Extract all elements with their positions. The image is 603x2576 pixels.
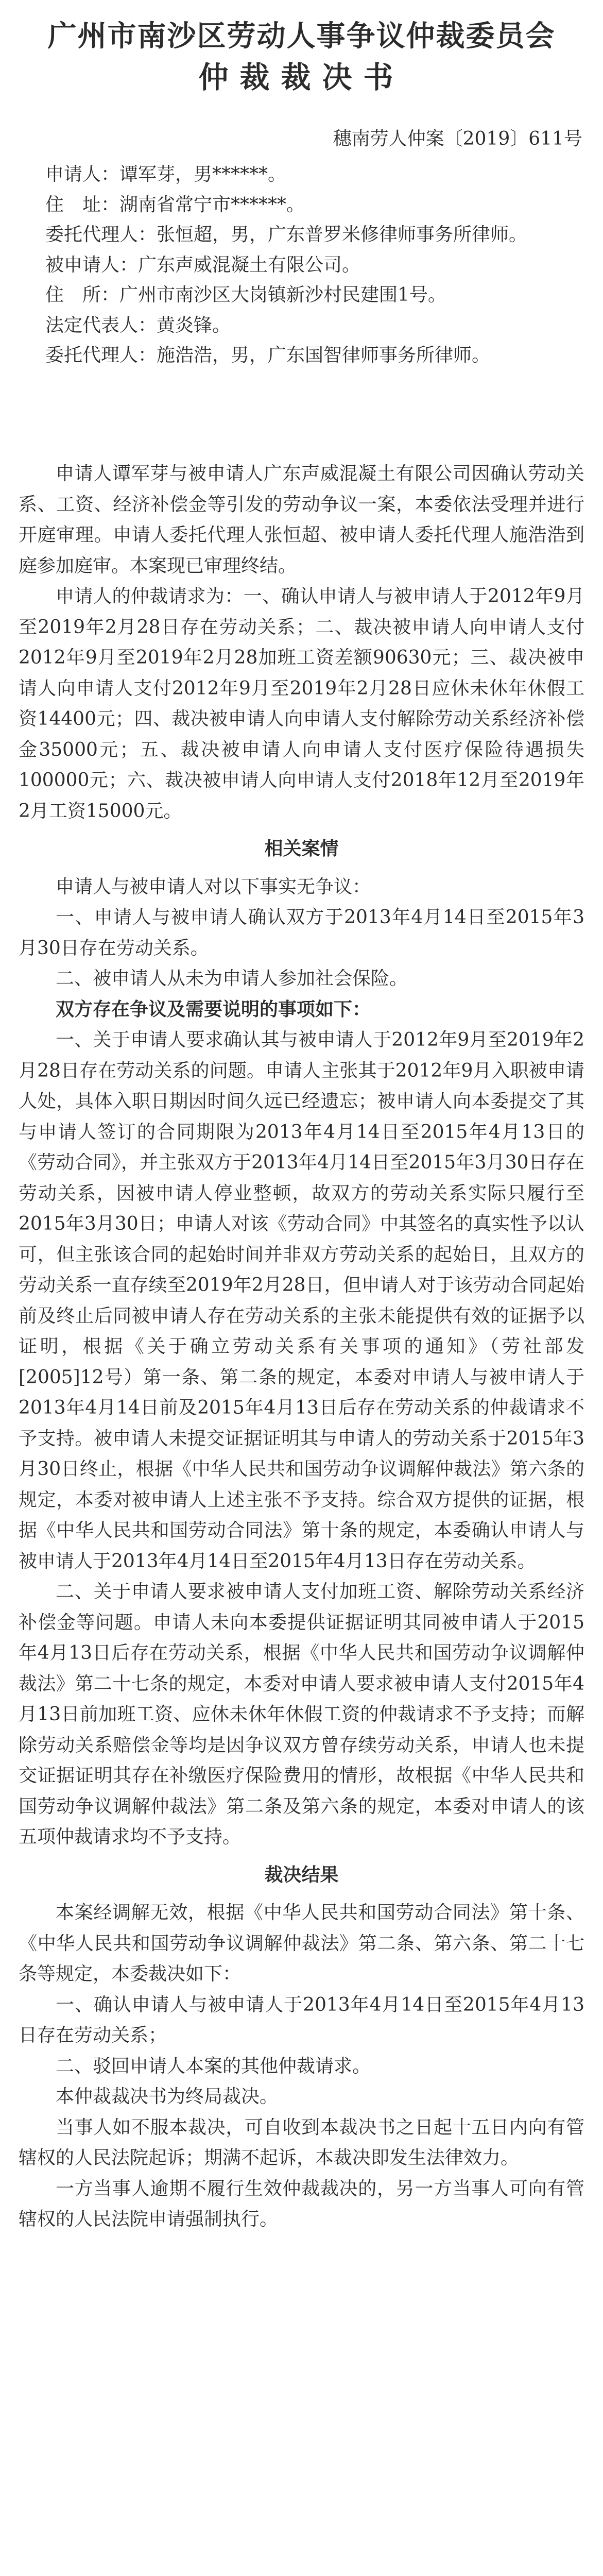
body-paragraph: 一、确认申请人与被申请人于2013年4月14日至2015年4月13日存在劳动关系； <box>19 1994 584 2046</box>
applicant-line: 申请人：谭军芽，男******。 <box>45 164 287 185</box>
applicant-address-line: 住 址：湖南省常宁市******。 <box>45 194 305 215</box>
body-paragraph: 申请人与被申请人对以下事实无争议： <box>56 876 371 897</box>
document-title: 仲裁裁决书 <box>198 60 405 95</box>
section-heading: 相关案情 <box>264 838 339 859</box>
body-paragraph: 二、被申请人从未为申请人参加社会保险。 <box>56 968 408 989</box>
document-body <box>19 459 584 2235</box>
subsection-heading: 双方存在争议及需要说明的事项如下： <box>56 998 371 1020</box>
body-paragraph: 二、驳回申请人本案的其他仲裁请求。 <box>56 2055 371 2077</box>
respondent-line: 被申请人：广东声威混凝土有限公司。 <box>45 254 361 276</box>
body-paragraph: 二、关于申请人要求被申请人支付加班工资、解除劳动关系经济补偿金等问题。申请人未向本委提供证据证明其同被申请人于2015年4月13日后存在劳动关系，根据《中华人民共和国劳动争议调解仲裁法》第二十七条的规定，本委对申请人要求被申请人支付2015年4月13日前加班工资、应休未休年休假工资的仲裁请求不予支持；而解除劳动关系赔偿金等均是因争议双方曾存续劳动关系，申请人也未提交证据证明其存在补缴医疗保险费用的情形，故根据《中华人民共和国劳动争议调解仲裁法》第二条及第六条的规定，本委对申请人的该五项仲裁请求均不予支持。 <box>19 1581 584 1848</box>
body-paragraph: 一、申请人与被申请人确认双方于2013年4月14日至2015年3月30日存在劳动关系。 <box>19 907 584 959</box>
body-paragraph: 本案经调解无效，根据《中华人民共和国劳动合同法》第十条、《中华人民共和国劳动争议调解仲裁法》第二条、第六条、第二十七条等规定，本委裁决如下： <box>19 1902 584 1985</box>
legal-representative-line: 法定代表人：黄炎锋。 <box>45 314 231 336</box>
section-heading: 裁决结果 <box>264 1863 339 1886</box>
body-paragraph: 申请人的仲裁请求为：一、确认申请人与被申请人于2012年9月至2019年2月28日存在劳动关系；二、裁决被申请人向申请人支付2012年9月至2019年2月28加班工资差额90630元；三、裁决被申请人向申请人支付2012年9月至2019年2月28日应休未休年休假工资14400元；四、裁决被申请人向申请人支付解除劳动关系经济补偿金35000元；五、裁决被申请人向申请人支付医疗保险待遇损失100000元；六、裁决被申请人向申请人支付2018年12月至2019年2月工资15000元。 <box>19 586 584 822</box>
body-paragraph: 申请人谭军芽与被申请人广东声威混凝土有限公司因确认劳动关系、工资、经济补偿金等引发的劳动争议一案，本委依法受理并进行开庭审理。申请人委托代理人张恒超、被申请人委托代理人施浩浩到庭参加庭审。本案现已审理终结。 <box>19 463 584 577</box>
parties-block <box>45 160 584 371</box>
body-paragraph: 一方当事人逾期不履行生效仲裁裁决的，另一方当事人可向有管辖权的人民法院申请强制执行。 <box>19 2178 584 2230</box>
respondent-address-line: 住 所：广州市南沙区大岗镇新沙村民建围1号。 <box>45 284 446 306</box>
issuing-organization: 广州市南沙区劳动人事争议仲裁委员会 <box>47 19 556 53</box>
body-paragraph: 一、关于申请人要求确认其与被申请人于2012年9月至2019年2月28日存在劳动关系的问题。申请人主张其于2012年9月入职被申请人处，具体入职日期因时间久远已经遗忘；被申请人向本委提交了其与申请人签订的合同期限为2013年4月14日至2015年4月13日的《劳动合同》，并主张双方于2013年4月14日至2015年3月30日存在劳动关系，因被申请人停业整顿，故双方的劳动关系实际只履行至2015年3月30日；申请人对该《劳动合同》中其签名的真实性予以认可，但主张该合同的起始时间并非双方劳动关系的起始日，且双方的劳动关系一直存续至2019年2月28日，但申请人对于该劳动合同起始前及终止后同被申请人存在劳动关系的主张未能提供有效的证据予以证明，根据《关于确立劳动关系有关事项的通知》（劳社部发[2005]12号）第一条、第二条的规定，本委对申请人与被申请人于2013年4月14日前及2015年4月13日后存在劳动关系的仲裁请求不予支持。被申请人未提交证据证明其与申请人的劳动关系于2015年3月30日终止，根据《中华人民共和国劳动争议调解仲裁法》第六条的规定，本委对被申请人上述主张不予支持。综合双方提供的证据，根据《中华人民共和国劳动合同法》第十条的规定，本委确认申请人与被申请人于2013年4月14日至2015年4月13日存在劳动关系。 <box>19 1029 584 1572</box>
respondent-agent-line: 委托代理人：施浩浩，男，广东国智律师事务所律师。 <box>45 345 491 366</box>
applicant-agent-line: 委托代理人：张恒超，男，广东普罗米修律师事务所律师。 <box>45 224 528 245</box>
case-number: 穗南劳人仲案〔2019〕611号 <box>333 128 582 149</box>
body-paragraph: 本仲裁裁决书为终局裁决。 <box>56 2086 279 2107</box>
body-paragraph: 当事人如不服本裁决，可自收到本裁决书之日起十五日内向有管辖权的人民法院起诉；期满不起诉，本裁决即发生法律效力。 <box>19 2116 584 2168</box>
